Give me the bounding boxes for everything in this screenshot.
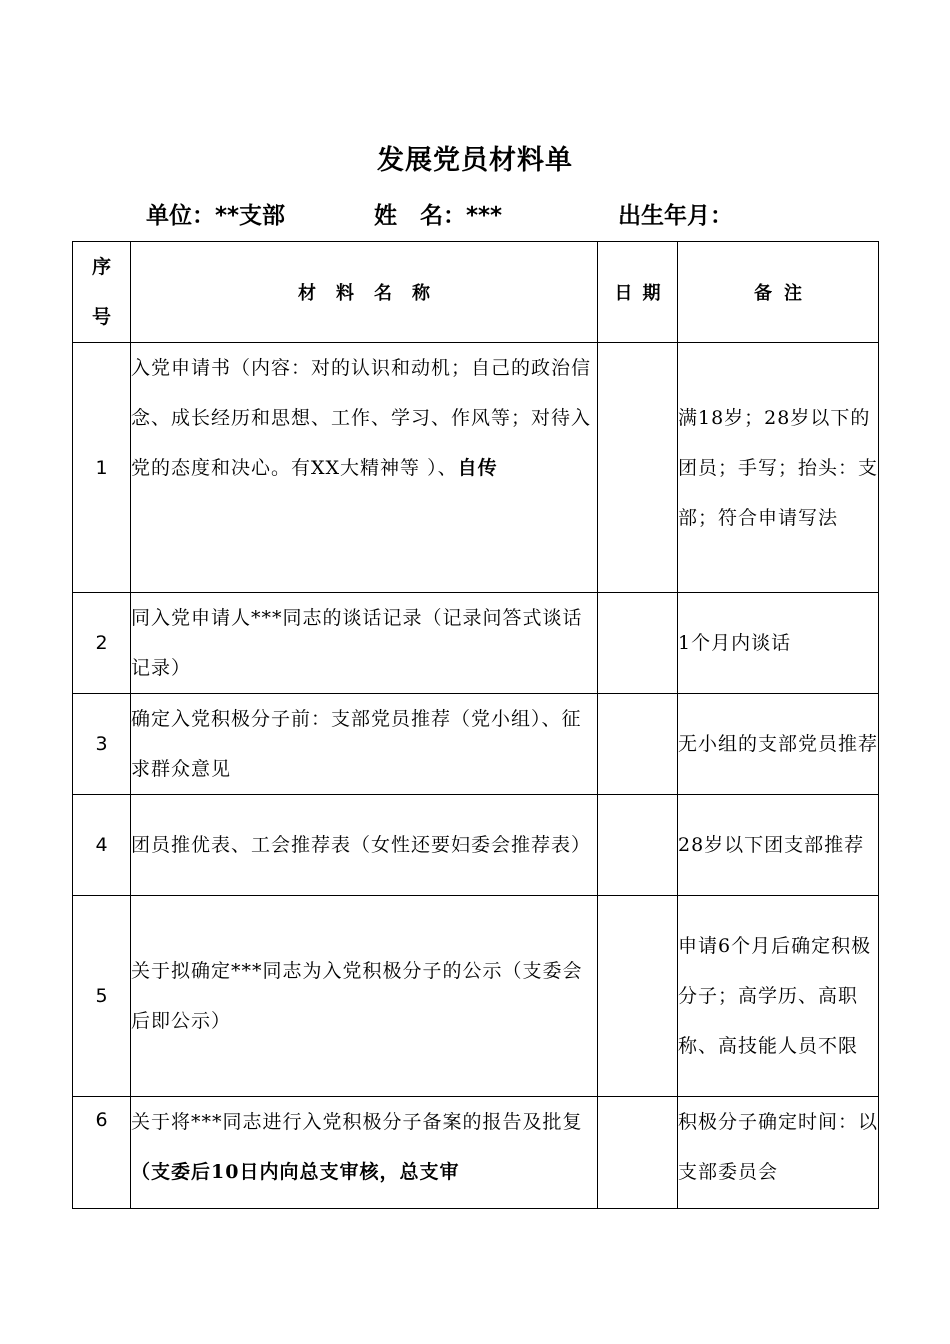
table-header-row	[73, 242, 879, 343]
table-row	[73, 795, 879, 896]
row-note: 1个月内谈话	[678, 593, 879, 694]
row-date	[598, 694, 678, 795]
materials-table	[72, 241, 879, 1209]
row-date	[598, 593, 678, 694]
row-material-text: 入党申请书（内容：对的认识和动机；自己的政治信念、成长经历和思想、工作、学习、作风等；对待入党的态度和决心。有XX大精神等 ）、	[131, 357, 592, 479]
row-date	[598, 896, 678, 1097]
row-note: 申请6个月后确定积极分子；高学历、高职称、高技能人员不限	[678, 896, 879, 1097]
header-no	[73, 242, 131, 343]
document-title: 发展党员材料单	[377, 145, 573, 176]
row-date	[598, 343, 678, 593]
header-no-line1: 序	[91, 256, 111, 278]
row-material	[131, 343, 598, 593]
table-row	[73, 896, 879, 1097]
table-row	[73, 1097, 879, 1209]
header-note: 备注	[678, 242, 879, 343]
header-material-name: 材料名称	[131, 242, 598, 343]
header-date: 日期	[598, 242, 678, 343]
row-material: 同入党申请人***同志的谈话记录（记录问答式谈话记录）	[131, 593, 598, 694]
unit-field: 单位：**支部	[146, 203, 286, 229]
header-no-line2: 号	[91, 306, 111, 328]
birth-field: 出生年月：	[618, 203, 733, 229]
row-material-bold: 自传	[457, 457, 498, 479]
row-no: 2	[73, 593, 131, 694]
info-line	[0, 197, 950, 233]
row-material: 确定入党积极分子前：支部党员推荐（党小组）、征求群众意见	[131, 694, 598, 795]
row-note: 无小组的支部党员推荐	[678, 694, 879, 795]
row-date	[598, 1097, 678, 1209]
table-row	[73, 343, 879, 593]
row-no: 4	[73, 795, 131, 896]
name-field: 姓 名：***	[374, 203, 503, 229]
row-material-bold: （支委后10日内向总支审核，总支审	[131, 1161, 460, 1183]
row-note: 积极分子确定时间：以支部委员会	[678, 1097, 879, 1209]
row-note: 满18岁；28岁以下的团员；手写；抬头：支部；符合申请写法	[678, 343, 879, 593]
row-material-text: 关于将***同志进行入党积极分子备案的报告及批复	[131, 1111, 583, 1133]
row-no: 6	[73, 1097, 131, 1209]
row-material: 团员推优表、工会推荐表（女性还要妇委会推荐表）	[131, 795, 598, 896]
table-row	[73, 694, 879, 795]
row-no: 3	[73, 694, 131, 795]
row-material: 关于拟确定***同志为入党积极分子的公示（支委会后即公示）	[131, 896, 598, 1097]
row-no: 5	[73, 896, 131, 1097]
row-material	[131, 1097, 598, 1209]
row-date	[598, 795, 678, 896]
row-note: 28岁以下团支部推荐	[678, 795, 879, 896]
row-no: 1	[73, 343, 131, 593]
table-row	[73, 593, 879, 694]
